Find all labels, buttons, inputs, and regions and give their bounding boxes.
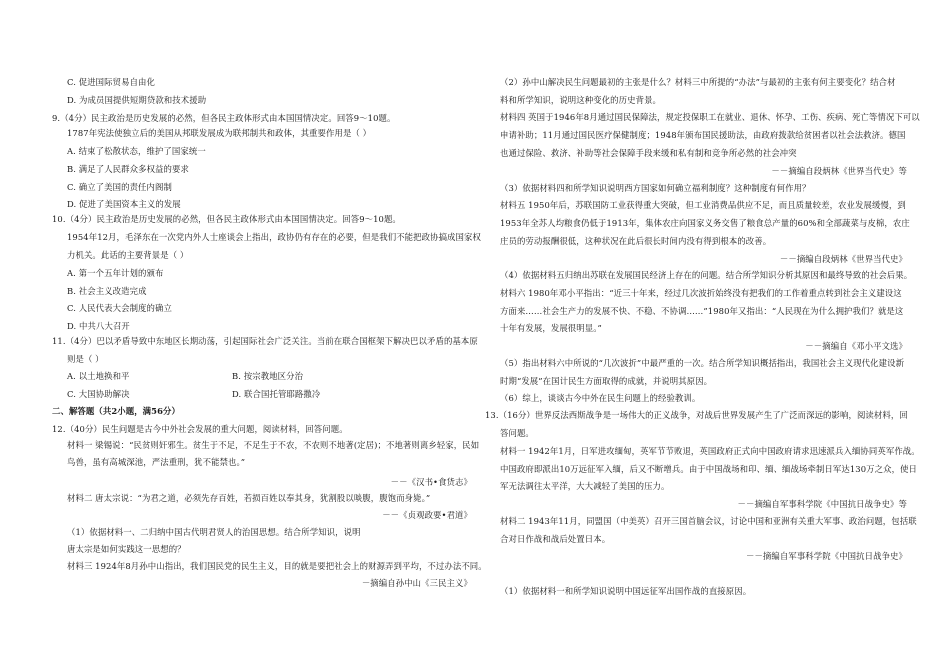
left-column-line: 力机关。此话的主要背景是（ ） [67,250,189,260]
right-column-line: －－摘编自军事科学院《中国抗日战争史》等 [737,499,907,509]
right-column-line: （3）依据材料四和所学知识说明西方国家如何确立福利制度？这种制度有何作用？ [500,183,811,193]
left-column-line: 9.（4分）民主政治是历史发展的必然，但各民主政体形式由本国国情决定。回答9～10题。 [52,113,396,123]
left-column-line: D. 促进了美国资本主义的发展 [67,199,181,209]
left-column-line: －摘编自孙中山《三民主义》 [361,578,472,588]
right-column-line: 也通过保险、救济、补助等社会保障手段来缓和私有制和竞争所必然的社会冲突 [500,148,797,158]
right-column-line: 十年有发展，发展很明显。” [500,323,602,333]
left-column-line: A. 第一个五年计划的颁布 [67,268,164,278]
right-column-line: 材料四 英国于1946年8月通过国民保障法，规定投保职工在就业、退休、怀孕、工伤、疾病、死亡等情况下可以 [500,112,920,122]
left-column-line: C. 大国协助解决 [67,389,130,399]
right-column-line: （6）综上，谈谈古今中外在民生问题上的经验教训。 [500,393,701,403]
left-column-line: 1954年12月，毛泽东在一次党内外人士座谈会上指出，政协仍有存在的必要，但是我们不能把政协搞成国家权 [67,232,481,242]
left-column-line: （1）依据材料一、二归纳中国古代明君贤人的治国思想。结合所学知识，说明 [67,527,361,537]
left-column-line: A. 以土地换和平 [67,371,130,381]
left-column-line: B. 按宗教地区分治 [232,371,304,381]
left-column-line: 则是（ ） [67,354,104,364]
left-column-line: C. 人民代表大会制度的确立 [67,303,172,313]
left-column-line: B. 满足了人民群众多权益的要求 [67,164,189,174]
left-column-line: －－《汉书•食货志》 [390,477,472,487]
left-column-line: D. 联合国托管耶路撒冷 [232,389,321,399]
right-column-line: 1953年全苏人均粮食仍低于1913年，集体农庄向国家义务交售了粮食总产量的60%和全部蔬菜与皮棉，农庄 [500,218,910,228]
right-column-line: 合对日作战和战后处置日本。 [500,534,611,544]
left-column-line: B. 社会主义改造完成 [67,286,147,296]
right-column-line: 材料二 1943年11月，同盟国（中美英）召开三国首脑会议，讨论中国和亚洲有关重大军事、政治问题，包括联 [500,516,917,526]
right-column-line: 材料六 1980年邓小平指出：“近三十年来，经过几次波折始终没有把我们的工作着重点转到社会主义建设这 [500,288,902,298]
left-column-line: 唐太宗是如何实践这一思想的？ [67,544,186,554]
right-column-line: 申请补助；11月通过国民医疗保健制度；1948年颁布国民援助法，由政府拨款给贫困者以社会法救济。德国 [500,130,906,140]
right-column-line: －－摘编自段炳林《世界当代史》 [779,254,907,264]
left-column-line: 材料二 唐太宗说：“为君之道，必须先存百姓，若损百姓以奉其身，犹割股以啖腹，腹饱而身毙。” [67,493,431,503]
right-column-line: 方面来……社会生产力的发展不快、不稳、不协调……”1980年又指出：“人民现在为什么拥护我们？就是这 [500,306,904,316]
left-column-line: D. 中共八大召开 [67,321,130,331]
left-column-line: －－《贞观政要•君道》 [382,510,472,520]
left-column-line: 1787年宪法使独立后的美国从邦联发展成为联邦制共和政体，其重要作用是（ ） [67,128,372,138]
right-column-line: （5）指出材料六中所说的“几次波折”中最严重的一次。结合所学知识概括指出，我国社会主义现代化建设新 [500,358,905,368]
right-column-line: －－摘编自军事科学院《中国抗日战争史》 [745,551,907,561]
left-column-line: D. 为成员国提供短期贷款和技术援助 [67,95,207,105]
right-column-line: 答问题。 [500,428,534,438]
right-column-line: （1）依据材料一和所学知识说明中国远征军出国作战的直接原因。 [500,586,752,596]
left-column-line: C. 促进国际贸易自由化 [67,77,156,87]
left-column-line: 11.（4分）巴以矛盾导致中东地区长期动荡，引起国际社会广泛关注。当前在联合国框架下解决巴以矛盾的基本原 [52,336,478,346]
right-column-line: 料和所学知识，说明这种变化的历史背景。 [500,95,662,105]
right-column-line: （2）孙中山解决民生问题最初的主张是什么？材料三中所提的“办法”与最初的主张有何主要变化？结合材 [500,77,896,87]
right-column-line: －－摘编自段炳林《世界当代史》等 [771,166,907,176]
right-column-line: 13.（16分）世界反法西斯战争是一场伟大的正义战争，对战后世界发展产生了广泛而深远的影响，阅读材料，回 [485,410,908,420]
right-column-line: 材料一 1942年1月，日军进攻缅甸，英军节节败退，英国政府正式向中国政府请求迅速派兵入缅协同英军作战。 [500,446,920,456]
right-column-line: 时期“发展”在国计民生方面取得的成就，并说明其原因。 [500,376,713,386]
left-column-line: C. 确立了美国的责任内阁制 [67,182,172,192]
left-column-line: 材料一 梁锡说：“民贫则奸邪生。贫生于不足，不足生于不农，不农则不地著(定居)；不地著则离乡轻家，民如 [67,440,480,450]
right-column-line: －－摘编自《邓小平文选》 [805,341,907,351]
left-column-line: 鸟兽，虽有高城深池，严法重刑，犹不能禁也。” [67,457,246,467]
right-column-line: 庄员的劳动报酬很低，这种状况在此后很长时间内没有得到根本的改善。 [500,236,772,246]
left-column-line: 材料三 1924年8月孙中山指出，我们国民党的民生主义，目的就是要把社会上的财源弄到平均，不过办法不同。 [67,561,487,571]
right-column-line: 军无法调往太平洋，大大减轻了美国的压力。 [500,481,670,491]
right-column-line: （4）依据材料五归纳出苏联在发展国民经济上存在的问题。结合所学知识分析其原因和最终导致的社会后果。 [500,270,913,280]
left-column-line: 二、解答题（共2小题，满56分） [52,406,180,416]
right-column-line: 中国政府即派出10万远征军入缅，后又不断增兵。由于中国战场和印、缅、缅战场牵制日军达130万之众，使日 [500,464,917,474]
right-column-line: 材料五 1950年后，苏联国防工业获得重大突破，但工业消费品供应不足，而且质量较差，农业发展缓慢，到 [500,200,906,210]
left-column-line: 12.（40分）民生问题是古今中外社会发展的重大问题，阅读材料，回答问题。 [52,424,348,434]
left-column-line: A. 结束了松散状态，维护了国家统一 [67,146,206,156]
left-column-line: 10.（4分）民主政治是历史发展的必然，但各民主政体形式由本国国情决定。回答9～10题。 [52,214,401,224]
